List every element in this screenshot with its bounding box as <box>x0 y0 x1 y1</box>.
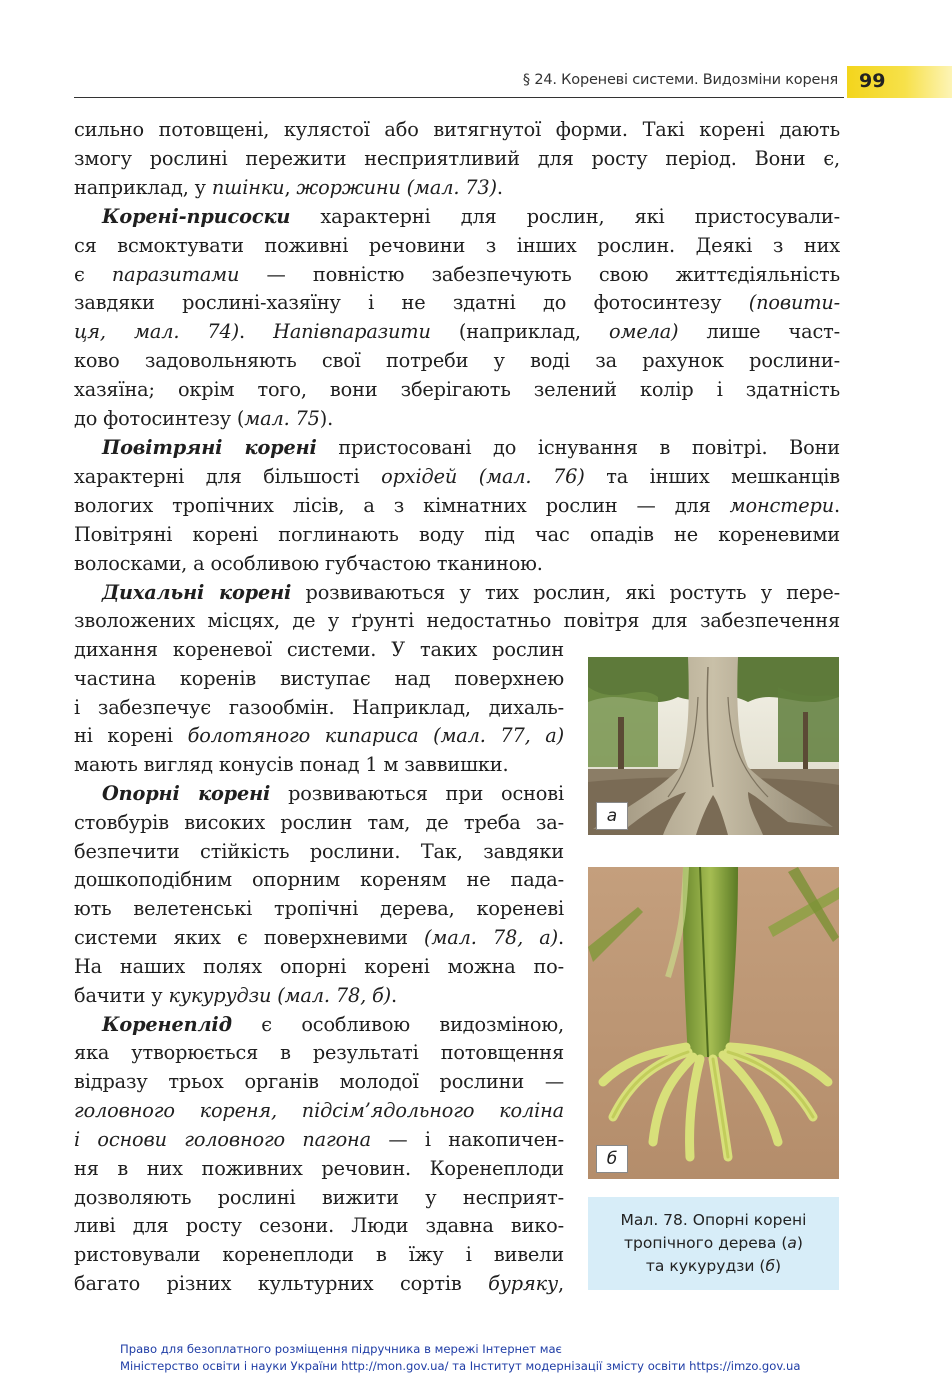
italic-term: омела) <box>609 320 679 343</box>
text-line: зволожених місцях, де у ґрунті недостатньо повітря для забезпечення <box>74 609 840 632</box>
text-line <box>74 1269 564 1298</box>
figure-ref: мал. 75 <box>244 407 320 430</box>
caption-line: Мал. 78. Опорні корені <box>620 1211 807 1229</box>
text-span: завдяки рослині-хазяїну і не здатні до фотосинтезу <box>74 291 749 314</box>
text-line <box>74 462 840 491</box>
text-line: ня в них поживних речовин. Коренеплоди <box>74 1157 564 1180</box>
section-title: § 24. Кореневі системи. Видозміни кореня <box>522 72 838 88</box>
text-line: дихання кореневої системи. У таких рослин <box>74 638 564 661</box>
caption-span: тропічного дерева ( <box>624 1234 788 1252</box>
italic-term: Напівпаразити <box>273 320 431 343</box>
text-line <box>102 1010 564 1039</box>
text-line: безпечити стійкість рослини. Так, завдяки <box>74 840 564 863</box>
term-heading: Коренеплід <box>102 1013 232 1036</box>
italic-term: і основи головного пагона <box>74 1128 371 1151</box>
caption-line <box>588 1255 839 1278</box>
text-line: Повітряні корені поглинають воду під час опадів не кореневими <box>74 523 840 546</box>
text-span: та інших мешканців <box>584 465 840 488</box>
text-line <box>74 260 840 289</box>
text-line: головного кореня, підсім’ядольного коліна <box>74 1099 564 1122</box>
text-span: пристосовані до існування в повітрі. Вони <box>316 436 840 459</box>
text-line <box>74 404 333 433</box>
header-rule <box>74 97 844 98</box>
caption-span: б <box>765 1257 776 1275</box>
caption-span: ) <box>796 1234 803 1252</box>
figure-ref: орхідей (мал. 76) <box>381 465 585 488</box>
text-span: наприклад, у <box>74 176 212 199</box>
page-header <box>74 66 952 98</box>
figure-caption <box>588 1197 839 1290</box>
text-line: волосками, а особливою губчастою тканиною. <box>74 552 543 575</box>
text-line: ся всмоктувати поживні речовини з інших рослин. Деякі з них <box>74 234 840 257</box>
text-line <box>74 317 840 346</box>
text-span: розвиваються при основі <box>270 782 564 805</box>
photo-corn-prop-roots <box>588 867 839 1179</box>
text-span: . <box>391 984 397 1007</box>
term-heading: Повітряні корені <box>102 436 317 459</box>
footer-line-1: Право для безоплатного розміщення підручника в мережі Інтернет має <box>120 1342 562 1356</box>
text-line <box>74 173 503 202</box>
text-line <box>74 1125 564 1154</box>
text-line: ють велетенські тропічні дерева, кореневі <box>74 897 564 920</box>
text-span: є <box>74 263 112 286</box>
text-span: є особливою видозміною, <box>231 1013 564 1036</box>
text-line <box>102 578 840 607</box>
text-span: — повністю забезпечують свою життєдіяльність <box>239 263 840 286</box>
footer-line-2: Міністерство освіти і науки України http://mon.gov.ua/ та Інститут модернізації змісту освіти https://imzo.gov.ua <box>120 1359 801 1373</box>
photo-label-b: б <box>596 1145 628 1173</box>
text-span: характерні для більшості <box>74 465 382 488</box>
text-span: . <box>834 494 840 517</box>
term-heading: Дихальні корені <box>102 581 292 604</box>
term-heading: Опорні корені <box>102 782 271 805</box>
text-line: мають вигляд конусів понад 1 м заввишки. <box>74 753 509 776</box>
text-span: (наприклад, <box>430 320 610 343</box>
photo-label-a: а <box>596 802 628 830</box>
italic-term: монстери <box>729 494 835 517</box>
text-line: відразу трьох органів молодої рослини — <box>74 1070 564 1093</box>
text-span: характерні для рослин, які пристосували- <box>290 205 840 228</box>
text-line: ково задовольняють свої потреби у воді за рахунок рослини- <box>74 349 840 372</box>
text-span: багато різних культурних сортів <box>74 1272 489 1295</box>
text-line <box>74 981 397 1010</box>
text-span: . <box>496 176 503 199</box>
text-span: вологих тропічних лісів, а з кімнатних рослин — для <box>74 494 711 517</box>
caption-span: ) <box>775 1257 782 1275</box>
text-line: змогу рослині пережити несприятливий для росту період. Вони є, <box>74 147 840 170</box>
text-line: і забезпечує газообмін. Наприклад, дихаль- <box>74 696 564 719</box>
text-span: лише част- <box>678 320 840 343</box>
text-line <box>74 288 840 317</box>
italic-term: пшінки <box>211 176 285 199</box>
text-span: ). <box>319 407 334 430</box>
caption-span: та кукурудзи ( <box>645 1257 766 1275</box>
text-span: до фотосинтезу ( <box>74 407 245 430</box>
text-span: системи яких є поверхневими <box>74 926 425 949</box>
page-number: 99 <box>859 70 886 92</box>
text-line: частина коренів виступає над поверхнею <box>74 667 564 690</box>
figure-ref: кукурудзи (мал. 78, б) <box>168 984 392 1007</box>
text-line <box>74 721 564 750</box>
figure-ref: (повити- <box>748 291 840 314</box>
term-heading: Корені-присоски <box>102 205 291 228</box>
text-span: бачити у <box>74 984 169 1007</box>
text-line <box>74 491 840 520</box>
text-line: ливі для росту сезони. Люди здавна вико- <box>74 1214 564 1237</box>
text-line <box>102 779 564 808</box>
text-line: яка утворюється в результаті потовщення <box>74 1041 564 1064</box>
text-line: дошкоподібним опорним кореням не пада- <box>74 868 564 891</box>
text-line: хазяїна; окрім того, вони зберігають зелений колір і здатність <box>74 378 840 401</box>
text-span: ні корені <box>74 724 188 747</box>
figure-ref: болотяного кипариса (мал. 77, а) <box>187 724 564 747</box>
text-line: стовбурів високих рослин там, де треба за- <box>74 811 564 834</box>
figure-ref: (мал. 78, а) <box>424 926 559 949</box>
page-number-badge <box>847 66 952 98</box>
text-span: — і накопичен- <box>370 1128 564 1151</box>
text-line <box>102 433 840 462</box>
corn-illustration <box>588 867 839 1179</box>
figure-ref: жоржини (мал. 73) <box>296 176 497 199</box>
text-line: сильно потовщені, кулястої або витягнутої форми. Такі корені дають <box>74 118 840 141</box>
italic-term: буряку <box>488 1272 559 1295</box>
text-span: розвиваються у тих рослин, які ростуть у пере- <box>291 581 840 604</box>
text-line: дозволяють рослині вижити у несприят- <box>74 1186 564 1209</box>
figure-ref: ця, мал. 74) <box>74 320 240 343</box>
text-span: , <box>284 176 297 199</box>
text-span: . <box>558 926 564 949</box>
text-line <box>74 923 564 952</box>
text-span: , <box>558 1272 564 1295</box>
caption-line <box>588 1232 839 1255</box>
text-span: . <box>239 320 274 343</box>
photo-tropical-tree-roots <box>588 657 839 835</box>
text-line: ристовували коренеплоди в їжу і вивели <box>74 1243 564 1266</box>
text-line <box>102 202 840 231</box>
license-footer <box>120 1341 800 1375</box>
text-line: На наших полях опорні корені можна по- <box>74 955 564 978</box>
italic-term: паразитами <box>111 263 240 286</box>
caption-span: а <box>787 1234 797 1252</box>
